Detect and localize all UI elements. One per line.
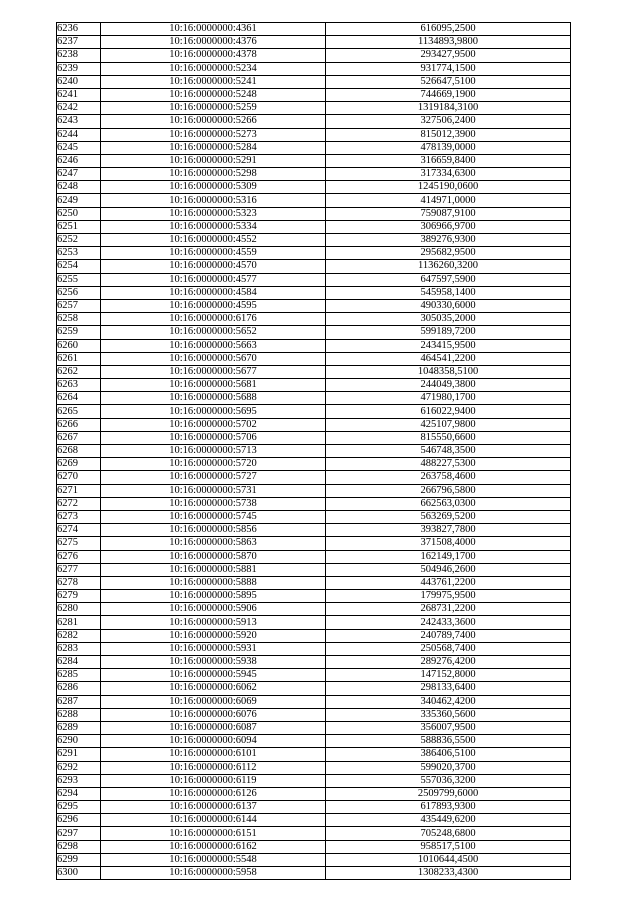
value-cell: 289276,4200 bbox=[326, 656, 571, 669]
row-number-cell: 6251 bbox=[57, 220, 101, 233]
cadastral-number-cell: 10:16:0000000:5273 bbox=[101, 128, 326, 141]
cadastral-number-cell: 10:16:0000000:5720 bbox=[101, 458, 326, 471]
cadastral-number-cell: 10:16:0000000:6144 bbox=[101, 814, 326, 827]
value-cell: 705248,6800 bbox=[326, 827, 571, 840]
value-cell: 162149,1700 bbox=[326, 550, 571, 563]
value-cell: 147152,8000 bbox=[326, 669, 571, 682]
table-row bbox=[57, 524, 571, 537]
row-number-cell: 6241 bbox=[57, 88, 101, 101]
row-number-cell: 6262 bbox=[57, 365, 101, 378]
cadastral-number-cell: 10:16:0000000:6137 bbox=[101, 801, 326, 814]
table-row bbox=[57, 853, 571, 866]
row-number-cell: 6268 bbox=[57, 445, 101, 458]
value-cell: 1134893,9800 bbox=[326, 36, 571, 49]
cadastral-number-cell: 10:16:0000000:5298 bbox=[101, 168, 326, 181]
table-row bbox=[57, 497, 571, 510]
value-cell: 305035,2000 bbox=[326, 313, 571, 326]
table-row bbox=[57, 273, 571, 286]
value-cell: 335360,5600 bbox=[326, 708, 571, 721]
table-row bbox=[57, 629, 571, 642]
row-number-cell: 6277 bbox=[57, 563, 101, 576]
cadastral-number-cell: 10:16:0000000:6119 bbox=[101, 774, 326, 787]
value-cell: 179975,9500 bbox=[326, 590, 571, 603]
table-row bbox=[57, 563, 571, 576]
cadastral-number-cell: 10:16:0000000:6094 bbox=[101, 735, 326, 748]
cadastral-number-cell: 10:16:0000000:5677 bbox=[101, 365, 326, 378]
value-cell: 268731,2200 bbox=[326, 603, 571, 616]
table-row bbox=[57, 115, 571, 128]
cadastral-number-cell: 10:16:0000000:4361 bbox=[101, 23, 326, 36]
row-number-cell: 6280 bbox=[57, 603, 101, 616]
value-cell: 242433,3600 bbox=[326, 616, 571, 629]
cadastral-number-cell: 10:16:0000000:4552 bbox=[101, 234, 326, 247]
cadastral-number-cell: 10:16:0000000:5316 bbox=[101, 194, 326, 207]
cadastral-number-cell: 10:16:0000000:5727 bbox=[101, 471, 326, 484]
table-row bbox=[57, 326, 571, 339]
value-cell: 504946,2600 bbox=[326, 563, 571, 576]
table-row bbox=[57, 313, 571, 326]
row-number-cell: 6258 bbox=[57, 313, 101, 326]
cadastral-number-cell: 10:16:0000000:4378 bbox=[101, 49, 326, 62]
cadastral-number-cell: 10:16:0000000:4577 bbox=[101, 273, 326, 286]
table-row bbox=[57, 814, 571, 827]
cadastral-number-cell: 10:16:0000000:5695 bbox=[101, 405, 326, 418]
cadastral-number-cell: 10:16:0000000:6126 bbox=[101, 787, 326, 800]
row-number-cell: 6236 bbox=[57, 23, 101, 36]
table-row bbox=[57, 603, 571, 616]
value-cell: 616095,2500 bbox=[326, 23, 571, 36]
table-row bbox=[57, 458, 571, 471]
value-cell: 599020,3700 bbox=[326, 761, 571, 774]
row-number-cell: 6259 bbox=[57, 326, 101, 339]
row-number-cell: 6273 bbox=[57, 510, 101, 523]
row-number-cell: 6240 bbox=[57, 75, 101, 88]
table-row bbox=[57, 471, 571, 484]
value-cell: 317334,6300 bbox=[326, 168, 571, 181]
cadastral-number-cell: 10:16:0000000:5291 bbox=[101, 154, 326, 167]
table-row bbox=[57, 801, 571, 814]
row-number-cell: 6250 bbox=[57, 207, 101, 220]
row-number-cell: 6279 bbox=[57, 590, 101, 603]
row-number-cell: 6261 bbox=[57, 352, 101, 365]
row-number-cell: 6284 bbox=[57, 656, 101, 669]
table-row bbox=[57, 141, 571, 154]
table-row bbox=[57, 748, 571, 761]
cadastral-number-cell: 10:16:0000000:5652 bbox=[101, 326, 326, 339]
value-cell: 1319184,3100 bbox=[326, 102, 571, 115]
table-row bbox=[57, 576, 571, 589]
cadastral-number-cell: 10:16:0000000:5958 bbox=[101, 867, 326, 880]
table-row bbox=[57, 286, 571, 299]
row-number-cell: 6239 bbox=[57, 62, 101, 75]
table-row bbox=[57, 260, 571, 273]
table-row bbox=[57, 418, 571, 431]
row-number-cell: 6263 bbox=[57, 379, 101, 392]
value-cell: 393827,7800 bbox=[326, 524, 571, 537]
table-row bbox=[57, 168, 571, 181]
cadastral-number-cell: 10:16:0000000:5248 bbox=[101, 88, 326, 101]
table-row bbox=[57, 445, 571, 458]
cadastral-number-cell: 10:16:0000000:4376 bbox=[101, 36, 326, 49]
cadastral-number-cell: 10:16:0000000:5670 bbox=[101, 352, 326, 365]
table-row bbox=[57, 761, 571, 774]
table-row bbox=[57, 774, 571, 787]
cadastral-number-cell: 10:16:0000000:5234 bbox=[101, 62, 326, 75]
table-row bbox=[57, 220, 571, 233]
row-number-cell: 6245 bbox=[57, 141, 101, 154]
cadastral-number-cell: 10:16:0000000:5856 bbox=[101, 524, 326, 537]
value-cell: 263758,4600 bbox=[326, 471, 571, 484]
table-row bbox=[57, 365, 571, 378]
table-row bbox=[57, 154, 571, 167]
row-number-cell: 6253 bbox=[57, 247, 101, 260]
row-number-cell: 6290 bbox=[57, 735, 101, 748]
row-number-cell: 6275 bbox=[57, 537, 101, 550]
value-cell: 464541,2200 bbox=[326, 352, 571, 365]
row-number-cell: 6282 bbox=[57, 629, 101, 642]
cadastral-number-cell: 10:16:0000000:5906 bbox=[101, 603, 326, 616]
value-cell: 815550,6600 bbox=[326, 431, 571, 444]
value-cell: 2509799,6000 bbox=[326, 787, 571, 800]
cadastral-number-cell: 10:16:0000000:5663 bbox=[101, 339, 326, 352]
cadastral-number-cell: 10:16:0000000:6062 bbox=[101, 682, 326, 695]
value-cell: 478139,0000 bbox=[326, 141, 571, 154]
table-row bbox=[57, 49, 571, 62]
row-number-cell: 6265 bbox=[57, 405, 101, 418]
table-row bbox=[57, 299, 571, 312]
value-cell: 327506,2400 bbox=[326, 115, 571, 128]
row-number-cell: 6299 bbox=[57, 853, 101, 866]
row-number-cell: 6295 bbox=[57, 801, 101, 814]
cadastral-number-cell: 10:16:0000000:5920 bbox=[101, 629, 326, 642]
value-cell: 931774,1500 bbox=[326, 62, 571, 75]
table-row bbox=[57, 537, 571, 550]
row-number-cell: 6238 bbox=[57, 49, 101, 62]
row-number-cell: 6237 bbox=[57, 36, 101, 49]
row-number-cell: 6257 bbox=[57, 299, 101, 312]
row-number-cell: 6286 bbox=[57, 682, 101, 695]
value-cell: 616022,9400 bbox=[326, 405, 571, 418]
table-row bbox=[57, 23, 571, 36]
cadastral-number-cell: 10:16:0000000:5881 bbox=[101, 563, 326, 576]
row-number-cell: 6244 bbox=[57, 128, 101, 141]
value-cell: 244049,3800 bbox=[326, 379, 571, 392]
cadastral-number-cell: 10:16:0000000:5309 bbox=[101, 181, 326, 194]
value-cell: 1245190,0600 bbox=[326, 181, 571, 194]
cadastral-number-cell: 10:16:0000000:5681 bbox=[101, 379, 326, 392]
table-row bbox=[57, 392, 571, 405]
value-cell: 295682,9500 bbox=[326, 247, 571, 260]
table-row bbox=[57, 695, 571, 708]
value-cell: 490330,6000 bbox=[326, 299, 571, 312]
value-cell: 316659,8400 bbox=[326, 154, 571, 167]
table-row bbox=[57, 194, 571, 207]
cadastral-number-cell: 10:16:0000000:4559 bbox=[101, 247, 326, 260]
cadastral-number-cell: 10:16:0000000:6162 bbox=[101, 840, 326, 853]
cadastral-number-cell: 10:16:0000000:5745 bbox=[101, 510, 326, 523]
row-number-cell: 6249 bbox=[57, 194, 101, 207]
row-number-cell: 6264 bbox=[57, 392, 101, 405]
row-number-cell: 6242 bbox=[57, 102, 101, 115]
cadastral-number-cell: 10:16:0000000:4570 bbox=[101, 260, 326, 273]
table-row bbox=[57, 590, 571, 603]
value-cell: 1136260,3200 bbox=[326, 260, 571, 273]
value-cell: 266796,5800 bbox=[326, 484, 571, 497]
row-number-cell: 6288 bbox=[57, 708, 101, 721]
table-row bbox=[57, 75, 571, 88]
cadastral-number-cell: 10:16:0000000:5548 bbox=[101, 853, 326, 866]
value-cell: 546748,3500 bbox=[326, 445, 571, 458]
cadastral-number-cell: 10:16:0000000:4584 bbox=[101, 286, 326, 299]
value-cell: 414971,0000 bbox=[326, 194, 571, 207]
row-number-cell: 6256 bbox=[57, 286, 101, 299]
cadastral-number-cell: 10:16:0000000:5895 bbox=[101, 590, 326, 603]
value-cell: 588836,5500 bbox=[326, 735, 571, 748]
cadastral-number-cell: 10:16:0000000:6101 bbox=[101, 748, 326, 761]
table-row bbox=[57, 36, 571, 49]
table-row bbox=[57, 550, 571, 563]
value-cell: 647597,5900 bbox=[326, 273, 571, 286]
table-row bbox=[57, 128, 571, 141]
value-cell: 744669,1900 bbox=[326, 88, 571, 101]
table-row bbox=[57, 234, 571, 247]
row-number-cell: 6248 bbox=[57, 181, 101, 194]
table-row bbox=[57, 510, 571, 523]
cadastral-number-cell: 10:16:0000000:5931 bbox=[101, 642, 326, 655]
row-number-cell: 6291 bbox=[57, 748, 101, 761]
value-cell: 815012,3900 bbox=[326, 128, 571, 141]
row-number-cell: 6285 bbox=[57, 669, 101, 682]
row-number-cell: 6298 bbox=[57, 840, 101, 853]
table-row bbox=[57, 682, 571, 695]
cadastral-number-cell: 10:16:0000000:5702 bbox=[101, 418, 326, 431]
cadastral-number-cell: 10:16:0000000:5713 bbox=[101, 445, 326, 458]
row-number-cell: 6243 bbox=[57, 115, 101, 128]
cadastral-number-cell: 10:16:0000000:6069 bbox=[101, 695, 326, 708]
table-row bbox=[57, 88, 571, 101]
table-row bbox=[57, 247, 571, 260]
row-number-cell: 6297 bbox=[57, 827, 101, 840]
table-row bbox=[57, 735, 571, 748]
row-number-cell: 6289 bbox=[57, 721, 101, 734]
table-row bbox=[57, 102, 571, 115]
row-number-cell: 6296 bbox=[57, 814, 101, 827]
table-row bbox=[57, 484, 571, 497]
value-cell: 425107,9800 bbox=[326, 418, 571, 431]
row-number-cell: 6266 bbox=[57, 418, 101, 431]
cadastral-number-cell: 10:16:0000000:5888 bbox=[101, 576, 326, 589]
cadastral-number-cell: 10:16:0000000:5945 bbox=[101, 669, 326, 682]
row-number-cell: 6260 bbox=[57, 339, 101, 352]
value-cell: 356007,9500 bbox=[326, 721, 571, 734]
value-cell: 526647,5100 bbox=[326, 75, 571, 88]
value-cell: 298133,6400 bbox=[326, 682, 571, 695]
value-cell: 599189,7200 bbox=[326, 326, 571, 339]
value-cell: 471980,1700 bbox=[326, 392, 571, 405]
table-row bbox=[57, 787, 571, 800]
value-cell: 545958,1400 bbox=[326, 286, 571, 299]
table-row bbox=[57, 616, 571, 629]
value-cell: 340462,4200 bbox=[326, 695, 571, 708]
row-number-cell: 6246 bbox=[57, 154, 101, 167]
value-cell: 306966,9700 bbox=[326, 220, 571, 233]
cadastral-number-cell: 10:16:0000000:5284 bbox=[101, 141, 326, 154]
value-cell: 371508,4000 bbox=[326, 537, 571, 550]
cadastral-number-cell: 10:16:0000000:5334 bbox=[101, 220, 326, 233]
cadastral-number-cell: 10:16:0000000:5731 bbox=[101, 484, 326, 497]
value-cell: 243415,9500 bbox=[326, 339, 571, 352]
value-cell: 557036,3200 bbox=[326, 774, 571, 787]
cadastral-number-cell: 10:16:0000000:5870 bbox=[101, 550, 326, 563]
cadastral-number-cell: 10:16:0000000:6087 bbox=[101, 721, 326, 734]
table-row bbox=[57, 405, 571, 418]
row-number-cell: 6278 bbox=[57, 576, 101, 589]
row-number-cell: 6252 bbox=[57, 234, 101, 247]
value-cell: 759087,9100 bbox=[326, 207, 571, 220]
row-number-cell: 6269 bbox=[57, 458, 101, 471]
row-number-cell: 6270 bbox=[57, 471, 101, 484]
cadastral-number-cell: 10:16:0000000:6076 bbox=[101, 708, 326, 721]
row-number-cell: 6276 bbox=[57, 550, 101, 563]
table-row bbox=[57, 721, 571, 734]
row-number-cell: 6292 bbox=[57, 761, 101, 774]
value-cell: 1048358,5100 bbox=[326, 365, 571, 378]
row-number-cell: 6254 bbox=[57, 260, 101, 273]
row-number-cell: 6281 bbox=[57, 616, 101, 629]
table-row bbox=[57, 708, 571, 721]
table-row bbox=[57, 642, 571, 655]
row-number-cell: 6294 bbox=[57, 787, 101, 800]
cadastral-number-cell: 10:16:0000000:6112 bbox=[101, 761, 326, 774]
cadastral-number-cell: 10:16:0000000:5913 bbox=[101, 616, 326, 629]
value-cell: 1010644,4500 bbox=[326, 853, 571, 866]
value-cell: 386406,5100 bbox=[326, 748, 571, 761]
table-row bbox=[57, 656, 571, 669]
value-cell: 563269,5200 bbox=[326, 510, 571, 523]
row-number-cell: 6293 bbox=[57, 774, 101, 787]
cadastral-number-cell: 10:16:0000000:5863 bbox=[101, 537, 326, 550]
table-row bbox=[57, 62, 571, 75]
row-number-cell: 6272 bbox=[57, 497, 101, 510]
cadastral-number-cell: 10:16:0000000:5938 bbox=[101, 656, 326, 669]
parcel-table bbox=[56, 22, 571, 880]
row-number-cell: 6287 bbox=[57, 695, 101, 708]
value-cell: 250568,7400 bbox=[326, 642, 571, 655]
value-cell: 1308233,4300 bbox=[326, 867, 571, 880]
table-row bbox=[57, 352, 571, 365]
value-cell: 389276,9300 bbox=[326, 234, 571, 247]
table-row bbox=[57, 379, 571, 392]
table-row bbox=[57, 827, 571, 840]
table-row bbox=[57, 181, 571, 194]
cadastral-number-cell: 10:16:0000000:5241 bbox=[101, 75, 326, 88]
cadastral-number-cell: 10:16:0000000:6176 bbox=[101, 313, 326, 326]
cadastral-number-cell: 10:16:0000000:5706 bbox=[101, 431, 326, 444]
value-cell: 443761,2200 bbox=[326, 576, 571, 589]
cadastral-number-cell: 10:16:0000000:5266 bbox=[101, 115, 326, 128]
row-number-cell: 6283 bbox=[57, 642, 101, 655]
row-number-cell: 6267 bbox=[57, 431, 101, 444]
table-row bbox=[57, 207, 571, 220]
value-cell: 435449,6200 bbox=[326, 814, 571, 827]
value-cell: 488227,5300 bbox=[326, 458, 571, 471]
table-row bbox=[57, 339, 571, 352]
cadastral-number-cell: 10:16:0000000:4595 bbox=[101, 299, 326, 312]
row-number-cell: 6274 bbox=[57, 524, 101, 537]
value-cell: 662563,0300 bbox=[326, 497, 571, 510]
value-cell: 293427,9500 bbox=[326, 49, 571, 62]
cadastral-number-cell: 10:16:0000000:5323 bbox=[101, 207, 326, 220]
table-row bbox=[57, 669, 571, 682]
cadastral-number-cell: 10:16:0000000:5738 bbox=[101, 497, 326, 510]
row-number-cell: 6247 bbox=[57, 168, 101, 181]
value-cell: 240789,7400 bbox=[326, 629, 571, 642]
value-cell: 958517,5100 bbox=[326, 840, 571, 853]
cadastral-number-cell: 10:16:0000000:5259 bbox=[101, 102, 326, 115]
table-row bbox=[57, 431, 571, 444]
row-number-cell: 6255 bbox=[57, 273, 101, 286]
row-number-cell: 6271 bbox=[57, 484, 101, 497]
cadastral-number-cell: 10:16:0000000:6151 bbox=[101, 827, 326, 840]
parcel-table-body bbox=[57, 23, 571, 880]
cadastral-number-cell: 10:16:0000000:5688 bbox=[101, 392, 326, 405]
row-number-cell: 6300 bbox=[57, 867, 101, 880]
value-cell: 617893,9300 bbox=[326, 801, 571, 814]
table-row bbox=[57, 867, 571, 880]
table-row bbox=[57, 840, 571, 853]
